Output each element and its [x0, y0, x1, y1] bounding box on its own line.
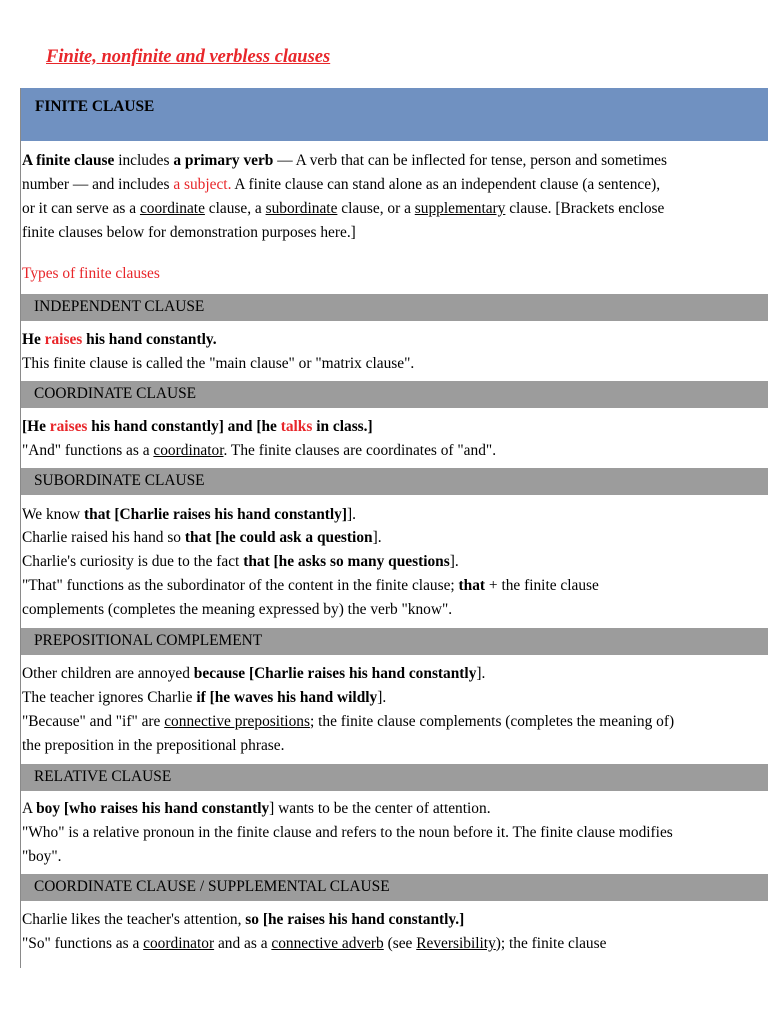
link-connective-prepositions[interactable]: connective prepositions — [164, 713, 310, 730]
link-coordinator[interactable]: coordinator — [153, 442, 224, 459]
text: ]. — [372, 529, 382, 546]
text: Charlie's curiosity is due to the fact — [22, 553, 244, 570]
section-heading: COORDINATE CLAUSE — [34, 385, 197, 402]
subordinate-explanation-2: complements (completes the meaning expressed by) the verb "know". — [22, 601, 453, 618]
coordinate-explanation — [22, 439, 767, 463]
text: his hand constantly. — [82, 331, 217, 348]
intro-line-4: finite clauses below for demonstration purposes here.] — [22, 224, 356, 241]
text: number — and includes — [22, 176, 174, 193]
text: that — [458, 577, 486, 594]
text: ; the finite clause complements (completes the meaning of) — [309, 713, 675, 730]
text: ]. — [449, 553, 459, 570]
intro-line-2 — [22, 173, 767, 197]
subordinate-explanation-1 — [22, 574, 767, 598]
prepositional-example-2 — [22, 686, 767, 710]
text: "Because" and "if" are — [22, 713, 165, 730]
text: He — [22, 331, 45, 348]
text: so [he raises his hand constantly.] — [245, 911, 465, 928]
independent-example — [22, 328, 767, 352]
text: that [he could ask a question — [184, 529, 373, 546]
text: The teacher ignores Charlie — [22, 689, 197, 706]
text: boy [who raises his hand constantly — [36, 800, 270, 817]
text: clause. [Brackets enclose — [505, 200, 665, 217]
section-bar-relative-clause — [21, 764, 768, 791]
text: ]. — [346, 506, 356, 523]
link-reversibility[interactable]: Reversibility — [416, 935, 496, 952]
text: Charlie likes the teacher's attention, — [22, 911, 246, 928]
text: clause, or a — [337, 200, 415, 217]
section-heading: PREPOSITIONAL COMPLEMENT — [34, 632, 263, 649]
text: or it can serve as a — [22, 200, 140, 217]
text: + the finite clause — [485, 577, 599, 594]
relative-example — [22, 797, 767, 821]
section-bar-coordinate-clause — [21, 381, 768, 408]
text: ]. — [476, 665, 486, 682]
text: because [Charlie raises his hand constantly — [193, 665, 477, 682]
supplemental-explanation — [22, 932, 767, 956]
term-finite-clause: A finite clause — [22, 152, 115, 169]
section-bar-independent-clause — [21, 294, 768, 321]
text: — A verb that can be inflected for tense, person and sometimes — [273, 152, 667, 169]
section-bar-supplemental-clause — [21, 874, 768, 901]
text: and as a — [214, 935, 272, 952]
link-subordinate[interactable]: subordinate — [265, 200, 338, 217]
text: ]. — [377, 689, 387, 706]
verb-highlight: raises — [44, 331, 83, 348]
text: Other children are annoyed — [22, 665, 194, 682]
text: clause, a — [204, 200, 266, 217]
text: ] wants to be the center of attention. — [269, 800, 491, 817]
text: "That" functions as the subordinator of the content in the finite clause; — [22, 577, 459, 594]
text: Charlie raised his hand so — [22, 529, 185, 546]
prepositional-example-1 — [22, 662, 767, 686]
text: [He — [22, 418, 50, 435]
document-title: Finite, nonfinite and verbless clauses — [46, 47, 331, 67]
supplemental-example — [22, 908, 767, 932]
text: "And" functions as a — [22, 442, 154, 459]
text: that [Charlie raises his hand constantly] — [84, 506, 347, 523]
section-bar-subordinate-clause — [21, 468, 768, 495]
finite-clause-heading: FINITE CLAUSE — [35, 98, 155, 115]
section-heading: SUBORDINATE CLAUSE — [34, 472, 205, 489]
verb-highlight: talks — [280, 418, 313, 435]
page-left-rule — [20, 88, 21, 968]
prepositional-explanation-1 — [22, 710, 767, 734]
section-heading: COORDINATE CLAUSE / SUPPLEMENTAL CLAUSE — [34, 878, 390, 895]
prepositional-explanation-2: the preposition in the prepositional phrase. — [22, 737, 285, 754]
term-subject: a subject. — [173, 176, 232, 193]
verb-highlight: raises — [49, 418, 88, 435]
text: "So" functions as a — [22, 935, 144, 952]
link-coordinator[interactable]: coordinator — [143, 935, 215, 952]
relative-explanation-1: "Who" is a relative pronoun in the finite clause and refers to the noun before it. The finite clause modifies — [22, 824, 673, 841]
link-supplementary[interactable]: supplementary — [414, 200, 506, 217]
text: A finite clause can stand alone as an independent clause (a sentence), — [231, 176, 661, 193]
section-heading: RELATIVE CLAUSE — [34, 768, 172, 785]
types-of-finite-clauses-label: Types of finite clauses — [22, 265, 160, 282]
text: includes — [114, 152, 174, 169]
subordinate-example-2 — [22, 526, 767, 550]
text: We know — [22, 506, 85, 523]
independent-explanation: This finite clause is called the "main clause" or "matrix clause". — [22, 355, 415, 372]
text: in class.] — [312, 418, 373, 435]
finite-clause-header — [21, 88, 768, 141]
text: A — [22, 800, 37, 817]
section-heading: INDEPENDENT CLAUSE — [34, 298, 205, 315]
text: ); the finite clause — [495, 935, 607, 952]
subordinate-example-3 — [22, 550, 767, 574]
relative-explanation-2: "boy". — [22, 848, 62, 865]
text: his hand constantly] and [he — [87, 418, 281, 435]
section-bar-prepositional-complement — [21, 628, 768, 655]
subordinate-example-1 — [22, 503, 767, 527]
text: . The finite clauses are coordinates of "and". — [223, 442, 497, 459]
text: if [he waves his hand wildly — [196, 689, 378, 706]
intro-line-1 — [22, 149, 767, 173]
term-primary-verb: a primary verb — [173, 152, 274, 169]
link-coordinate[interactable]: coordinate — [139, 200, 205, 217]
intro-line-3 — [22, 197, 767, 221]
link-connective-adverb[interactable]: connective adverb — [271, 935, 384, 952]
text: that [he asks so many questions — [243, 553, 450, 570]
text: (see — [383, 935, 417, 952]
coordinate-example — [22, 415, 767, 439]
